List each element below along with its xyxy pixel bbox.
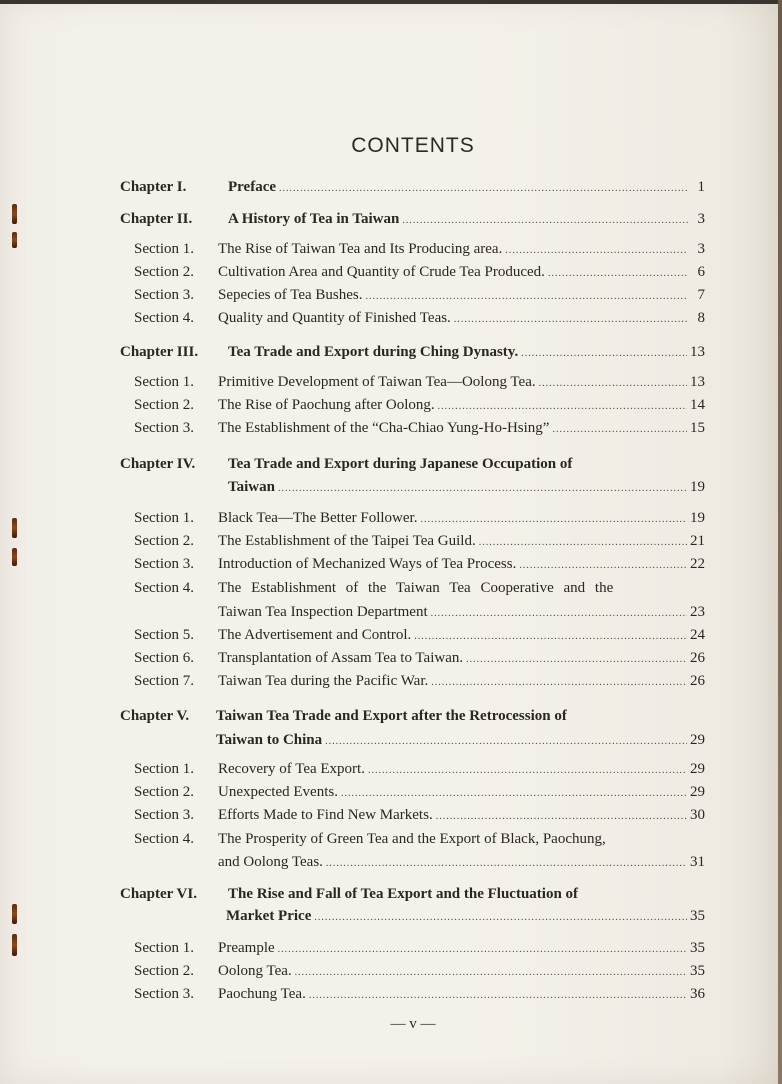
section-label: Section 7.: [134, 673, 194, 689]
page-number: 7: [697, 287, 705, 303]
section-label: Section 1.: [134, 241, 194, 257]
chapter-title: Tea Trade and Export during Japanese Occupation of: [228, 456, 573, 472]
toc-section-row[interactable]: [134, 985, 705, 1005]
dot-leader: [309, 987, 687, 1005]
toc-chapter-row[interactable]: [120, 885, 705, 903]
toc-section-continuation[interactable]: [218, 853, 705, 873]
section-label: Section 2.: [134, 784, 194, 800]
toc-section-row[interactable]: [134, 286, 705, 306]
page-number: 13: [690, 374, 705, 390]
toc-section-continuation[interactable]: [218, 603, 705, 623]
dot-leader: [479, 534, 687, 552]
binding-staple-mark: [12, 232, 17, 248]
page-number: 31: [690, 854, 705, 870]
section-title-continued: Taiwan Tea Inspection Department: [218, 604, 428, 620]
page-number: 21: [690, 533, 705, 549]
chapter-title: Taiwan Tea Trade and Export after the Retrocession of: [216, 708, 567, 724]
chapter-title-continued: Taiwan to China: [216, 732, 323, 748]
page-number: 26: [690, 673, 705, 689]
section-label: Section 3.: [134, 420, 194, 436]
section-title: Introduction of Mechanized Ways of Tea Process.: [218, 556, 517, 572]
toc-section-row[interactable]: [134, 626, 705, 646]
toc-section-row[interactable]: [134, 396, 705, 416]
section-title: Recovery of Tea Export.: [218, 761, 365, 777]
page-number: 3: [697, 211, 705, 227]
section-title: Preample: [218, 940, 275, 956]
page-number: 13: [690, 344, 705, 360]
page-top-edge: [0, 0, 782, 4]
section-label: Section 1.: [134, 510, 194, 526]
chapter-title: Preface: [228, 179, 277, 195]
section-title: Unexpected Events.: [218, 784, 338, 800]
page-number: 24: [690, 627, 705, 643]
section-title: The Establishment of the “Cha-Chiao Yung-Ho-Hsing”: [218, 420, 550, 436]
toc-chapter-continuation[interactable]: [228, 478, 705, 498]
section-label: Section 2.: [134, 264, 194, 280]
dot-leader: [341, 785, 687, 803]
toc-section-row[interactable]: [134, 939, 705, 959]
page-number: 26: [690, 650, 705, 666]
dot-leader: [519, 557, 687, 575]
section-label: Section 5.: [134, 627, 194, 643]
section-label: Section 1.: [134, 940, 194, 956]
page-number: 19: [690, 479, 705, 495]
section-title: The Rise of Taiwan Tea and Its Producing area.: [218, 241, 503, 257]
dot-leader: [414, 628, 687, 646]
binding-staple-mark: [12, 904, 17, 924]
page-number: 29: [690, 784, 705, 800]
page-number: 23: [690, 604, 705, 620]
section-label: Section 1.: [134, 761, 194, 777]
toc-section-row[interactable]: [134, 830, 705, 848]
section-title: Black Tea—The Better Follower.: [218, 510, 418, 526]
section-title: Quality and Quantity of Finished Teas.: [218, 310, 451, 326]
section-label: Section 2.: [134, 533, 194, 549]
dot-leader: [431, 674, 687, 692]
dot-leader: [365, 288, 688, 306]
chapter-title: The Rise and Fall of Tea Export and the Fluctuation of: [228, 886, 579, 902]
section-title: Sepecies of Tea Bushes.: [218, 287, 363, 303]
section-label: Section 2.: [134, 963, 194, 979]
section-title: The Establishment of the Taipei Tea Guild.: [218, 533, 476, 549]
section-label: Section 3.: [134, 287, 194, 303]
toc-chapter-row[interactable]: [120, 178, 705, 198]
page-number: 35: [690, 940, 705, 956]
page-number: 1: [697, 179, 705, 195]
dot-leader: [505, 242, 688, 260]
page-number: 29: [690, 761, 705, 777]
toc-section-row[interactable]: [134, 263, 705, 283]
toc-section-row[interactable]: [134, 532, 705, 552]
dot-leader: [402, 212, 688, 230]
page-number: 35: [690, 963, 705, 979]
chapter-label: Chapter IV.: [120, 456, 196, 472]
section-label: Section 4.: [134, 580, 194, 596]
chapter-label: Chapter I.: [120, 179, 187, 195]
section-label: Section 3.: [134, 986, 194, 1002]
dot-leader: [314, 909, 687, 927]
toc-chapter-continuation[interactable]: [226, 907, 705, 927]
section-title: Oolong Tea.: [218, 963, 292, 979]
toc-section-row[interactable]: [134, 783, 705, 803]
section-title: Primitive Development of Taiwan Tea—Oolong Tea.: [218, 374, 536, 390]
dot-leader: [431, 605, 687, 623]
dot-leader: [521, 345, 687, 363]
toc-chapter-row[interactable]: [120, 455, 705, 473]
page-number: 30: [690, 807, 705, 823]
chapter-label: Chapter III.: [120, 344, 199, 360]
toc-section-row[interactable]: [134, 309, 705, 329]
section-label: Section 2.: [134, 397, 194, 413]
toc-section-row[interactable]: [134, 579, 705, 597]
toc-chapter-row[interactable]: [120, 707, 705, 725]
binding-staple-mark: [12, 934, 17, 956]
dot-leader: [279, 180, 688, 198]
page-footer-number: — v —: [390, 1016, 436, 1032]
page-number: 3: [697, 241, 705, 257]
section-title: Paochung Tea.: [218, 986, 306, 1002]
binding-staple-mark: [12, 548, 17, 566]
section-title-continued: and Oolong Teas.: [218, 854, 323, 870]
page-number: 19: [690, 510, 705, 526]
dot-leader: [325, 733, 687, 751]
section-label: Section 1.: [134, 374, 194, 390]
dot-leader: [326, 855, 687, 873]
section-label: Section 3.: [134, 807, 194, 823]
toc-section-row[interactable]: [134, 672, 705, 692]
page-number: 6: [697, 264, 705, 280]
chapter-title: Tea Trade and Export during Ching Dynasty.: [228, 344, 519, 360]
section-title: The Advertisement and Control.: [218, 627, 412, 643]
page-number: 35: [690, 908, 705, 924]
page-right-edge: [778, 0, 782, 1084]
binding-staple-mark: [12, 518, 17, 538]
section-label: Section 4.: [134, 831, 194, 847]
section-title: The Rise of Paochung after Oolong.: [218, 397, 435, 413]
page-number: 36: [690, 986, 705, 1002]
page-number: 29: [690, 732, 705, 748]
toc-section-row[interactable]: [134, 760, 705, 780]
section-title: The Establishment of the Taiwan Tea Cooperative and the: [218, 580, 614, 596]
page-number: 8: [697, 310, 705, 326]
page-number: 15: [690, 420, 705, 436]
page-title: CONTENTS: [351, 134, 475, 157]
binding-staple-mark: [12, 204, 17, 224]
chapter-label: Chapter VI.: [120, 886, 197, 902]
page-number: 22: [690, 556, 705, 572]
toc-section-row[interactable]: [134, 240, 705, 260]
section-title: Cultivation Area and Quantity of Crude Tea Produced.: [218, 264, 545, 280]
dot-leader: [552, 421, 687, 439]
section-label: Section 6.: [134, 650, 194, 666]
dot-leader: [278, 480, 687, 498]
dot-leader: [438, 398, 687, 416]
toc-chapter-continuation[interactable]: [216, 731, 705, 751]
dot-leader: [420, 511, 687, 529]
dot-leader: [466, 651, 687, 669]
toc-section-row[interactable]: [134, 555, 705, 575]
chapter-title-continued: Taiwan: [228, 479, 275, 495]
toc-section-row[interactable]: [134, 962, 705, 982]
toc-section-row[interactable]: [134, 649, 705, 669]
dot-leader: [539, 375, 687, 393]
section-title: The Prosperity of Green Tea and the Export of Black, Paochung,: [218, 831, 606, 847]
toc-chapter-row[interactable]: [120, 343, 705, 363]
dot-leader: [548, 265, 688, 283]
dot-leader: [278, 941, 687, 959]
chapter-title-continued: Market Price: [226, 908, 312, 924]
toc-chapter-row[interactable]: [120, 210, 705, 230]
section-label: Section 3.: [134, 556, 194, 572]
dot-leader: [436, 808, 687, 826]
toc-section-row[interactable]: [134, 806, 705, 826]
section-title: Taiwan Tea during the Pacific War.: [218, 673, 429, 689]
section-label: Section 4.: [134, 310, 194, 326]
toc-section-row[interactable]: [134, 509, 705, 529]
section-title: Transplantation of Assam Tea to Taiwan.: [218, 650, 464, 666]
dot-leader: [454, 311, 688, 329]
dot-leader: [368, 762, 687, 780]
chapter-label: Chapter V.: [120, 708, 190, 724]
toc-section-row[interactable]: [134, 373, 705, 393]
toc-section-row[interactable]: [134, 419, 705, 439]
page-number: 14: [690, 397, 705, 413]
chapter-label: Chapter II.: [120, 211, 193, 227]
chapter-title: A History of Tea in Taiwan: [228, 211, 400, 227]
section-title: Efforts Made to Find New Markets.: [218, 807, 433, 823]
dot-leader: [295, 964, 687, 982]
